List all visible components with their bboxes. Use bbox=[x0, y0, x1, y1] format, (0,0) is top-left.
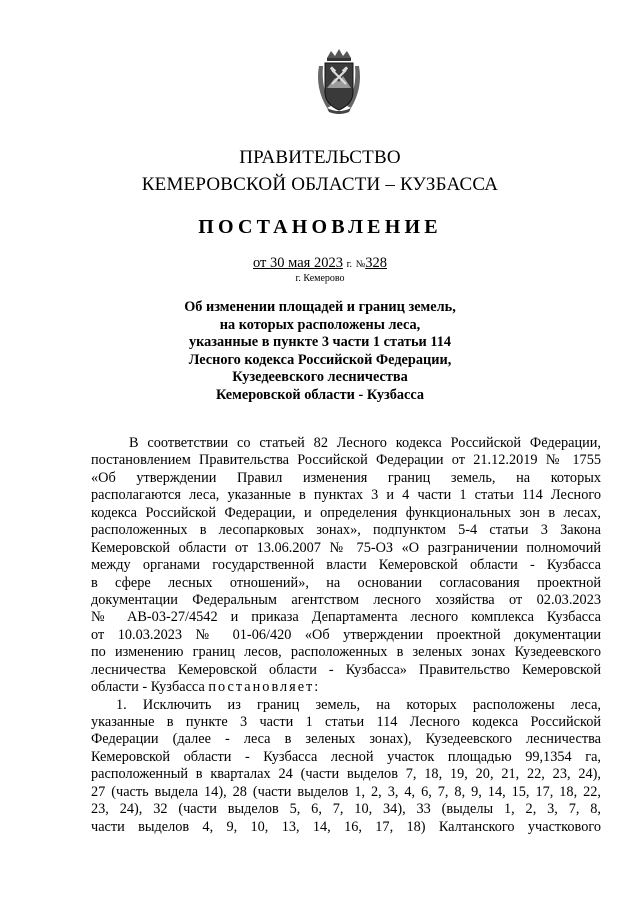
body-line: Кемеровской области от 13.06.2007 № 75-ОЗ «О разграничении полномочий bbox=[91, 539, 601, 556]
item-line: указанные в пункте 3 части 1 статьи 114 Лесного кодекса Российской bbox=[91, 714, 601, 730]
body-line-resolves bbox=[91, 679, 601, 696]
body-line: расположенных в лесопарковых зонах», подпунктом 5-4 статьи 3 Закона bbox=[91, 522, 601, 539]
body-line: документации Федеральным агентством лесного хозяйства от 02.03.2023 bbox=[91, 591, 601, 608]
body-line: по изменению границ лесов, расположенных в зеленых зонах Кузедеевского bbox=[91, 644, 601, 661]
body-line: кодекса Российской Федерации, и определения функциональных зон в лесах, bbox=[91, 504, 601, 521]
body-line: от 10.03.2023 № 01-06/420 «Об утверждении проектной документации bbox=[91, 626, 601, 643]
item-line: 27 (часть выдела 14), 28 (части выделов 1, 2, 3, 4, 6, 7, 8, 9, 14, 15, 17, 18, 22, bbox=[91, 783, 601, 800]
body-line: располагаются леса, указанные в пунктах 3 и 4 части 1 статьи 114 Лесного bbox=[91, 487, 601, 504]
decree-number-sign: № bbox=[355, 259, 366, 270]
body-line: в сфере лесных отношений», на основании согласования проектной bbox=[91, 574, 601, 591]
subject-line: Об изменении площадей и границ земель, bbox=[184, 299, 456, 315]
decree-title: ПОСТАНОВЛЕНИЕ bbox=[198, 216, 442, 238]
resolves-word: постановляет: bbox=[208, 679, 321, 696]
body-last-prefix: области - Кузбасса bbox=[91, 679, 209, 696]
item-line: 23, 24), 32 (части выделов 5, 6, 7, 10, 34), 33 (выделы 1, 2, 3, 7, 8, bbox=[91, 801, 601, 818]
body-line: между органами государственной власти Кемеровской области - Кузбасса bbox=[91, 557, 601, 574]
decree-body bbox=[91, 435, 601, 836]
item-line: расположенный в кварталах 24 (части выделов 7, 18, 19, 20, 21, 22, 23, 24), bbox=[91, 766, 601, 783]
subject-line: Лесного кодекса Российской Федерации, bbox=[188, 351, 452, 368]
subject-line: Кузедеевского лесничества bbox=[232, 369, 408, 385]
government-name-line2: КЕМЕРОВСКОЙ ОБЛАСТИ – КУЗБАССА bbox=[141, 174, 499, 195]
body-line: В соответствии со статьей 82 Лесного кодекса Российской Федерации, bbox=[129, 435, 601, 451]
item-line: Кемеровской области - Кузбасса лесной участок площадью 99,1354 га, bbox=[91, 748, 601, 765]
subject-line: на которых расположены леса, bbox=[219, 316, 421, 333]
government-name-line1: ПРАВИТЕЛЬСТВО bbox=[239, 147, 401, 168]
item-line: 1. Исключить из границ земель, на которых расположены леса, bbox=[116, 696, 601, 713]
subject-line: указанные в пункте 3 части 1 статьи 114 bbox=[188, 334, 452, 350]
coat-of-arms-icon bbox=[313, 48, 365, 116]
subject-line: Кемеровской области - Кузбасса bbox=[215, 386, 425, 403]
body-line: «Об утверждении Правил изменения границ земель, на которых bbox=[91, 469, 601, 486]
item-line: части выделов 4, 9, 10, 13, 14, 16, 17, 18) Калтанского участкового bbox=[91, 818, 601, 835]
body-line: лесничества Кемеровской области - Кузбасса» Правительство Кемеровской bbox=[91, 661, 601, 678]
decree-year-suffix: г. bbox=[346, 259, 353, 270]
decree-date: от 30 мая 2023 bbox=[253, 255, 343, 271]
body-line: № АВ-03-27/4542 и приказа Департамента лесного комплекса Кузбасса bbox=[91, 609, 601, 626]
decree-date-line bbox=[0, 255, 640, 272]
decree-number: 328 bbox=[365, 255, 387, 271]
item-line: Федерации (далее - леса в зеленых зонах), Кузедеевского лесничества bbox=[91, 731, 601, 748]
decree-city: г. Кемерово bbox=[295, 273, 345, 284]
body-line: постановлением Правительства Российской Федерации от 21.12.2019 № 1755 bbox=[91, 452, 601, 469]
decree-subject bbox=[0, 299, 640, 404]
